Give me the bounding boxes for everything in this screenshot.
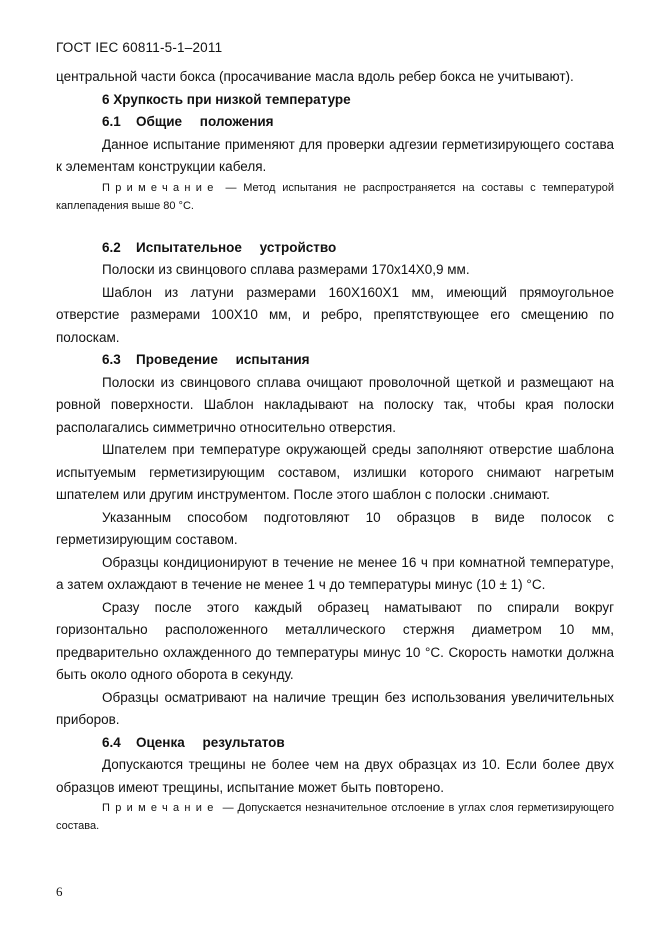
paragraph: Образцы осматривают на наличие трещин без использования увеличительных приборов. (56, 689, 614, 727)
subsection-heading-6-1 (56, 111, 614, 134)
paragraph: Шаблон из латуни размерами 160X160X1 мм, имеющий прямоугольное отверстие размерами 100X10 мм, и ребро, препятствующее его смещению по полоскам. (56, 284, 614, 345)
paragraph: центральной части бокса (просачивание масла вдоль ребер бокса не учитывают). (56, 69, 574, 84)
subsection-title: Проведение испытания (136, 352, 310, 367)
page-content (56, 66, 614, 835)
note-text: — Метод испытания не распространяется на составы с температурой каплепадения выше 80 °С. (56, 181, 614, 212)
page-number: 6 (56, 884, 63, 899)
paragraph: Допускаются трещины не более чем на двух образцах из 10. Если более двух образцов имеют трещины, испытание может быть повторено. (56, 757, 614, 795)
note-label: Примечание (102, 802, 219, 814)
subsection-number: 6.2 (102, 239, 121, 255)
subsection-heading-6-2 (56, 237, 614, 260)
section-heading-6 (56, 89, 614, 112)
paragraph: Шпателем при температуре окружающей среды заполняют отверстие шаблона испытуемым герметизирующим составом, излишки которого снимают нагретым шпателем или другим инструментом. После этого шаблон с полоски .снимают. (56, 442, 614, 502)
section-title: 6 Хрупкость при низкой температуре (102, 91, 351, 107)
subsection-title: Испытательное устройство (136, 239, 337, 255)
document-header: ГОСТ IEC 60811-5-1–2011 (56, 40, 223, 55)
note (56, 799, 614, 835)
subsection-title: Общие положения (136, 114, 274, 129)
subsection-number: 6.1 (102, 114, 121, 129)
note-text: — Допускается незначительное отслоение в углах слоя герметизирующего состава. (56, 802, 614, 832)
spacer (56, 215, 614, 237)
subsection-heading-6-3 (56, 349, 614, 372)
subsection-heading-6-4 (56, 732, 614, 755)
paragraph: Образцы кондиционируют в течение не менее 16 ч при комнатной температуре, а затем охлаждают в течение не менее 1 ч до температуры минус (10 ± 1) °С. (56, 554, 614, 592)
paragraph: Указанным способом подготовляют 10 образцов в виде полосок с герметизирующим составом. (56, 509, 614, 547)
subsection-number: 6.4 (102, 734, 121, 750)
note (56, 179, 614, 215)
subsection-number: 6.3 (102, 352, 121, 367)
paragraph: Данное испытание применяют для проверки адгезии герметизирующего состава к элементам конструкции кабеля. (56, 136, 614, 174)
note-label: Примечание (102, 181, 219, 194)
paragraph: Полоски из свинцового сплава размерами 170x14X0,9 мм. (102, 262, 470, 277)
subsection-title: Оценка результатов (136, 734, 285, 750)
paragraph: Полоски из свинцового сплава очищают проволочной щеткой и размещают на ровной поверхности. Шаблон накладывают на полоску так, чтобы края полоски располагались симметрично относительно отверстия. (56, 374, 614, 435)
paragraph: Сразу после этого каждый образец наматывают по спирали вокруг горизонтально расположенного металлического стержня диаметром 10 мм, предварительно охлажденного до температуры минус 10 °С. Скорость намотки должна быть около одного оборота в секунду. (56, 599, 614, 682)
